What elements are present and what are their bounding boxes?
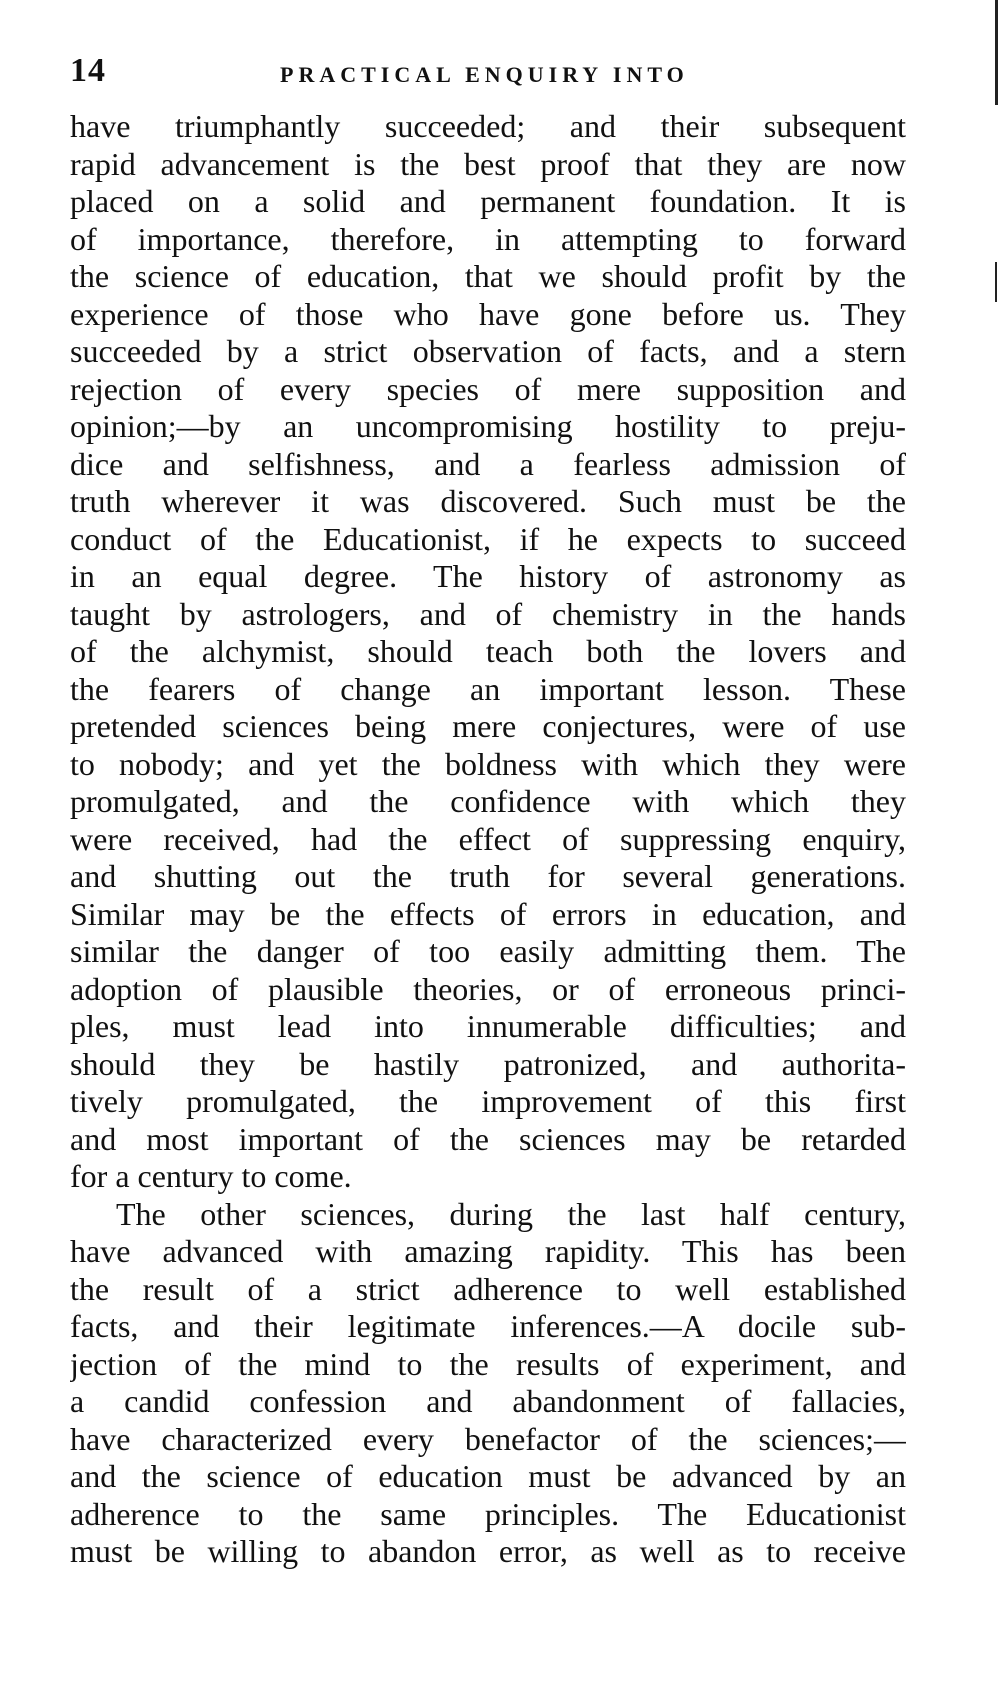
text-line: jection of the mind to the results of experiment, and	[70, 1345, 906, 1382]
page-header	[70, 52, 900, 104]
page-edge-mark	[995, 0, 998, 105]
text-line: pretended sciences being mere conjectures, were of use	[70, 708, 906, 744]
paragraph-1	[70, 108, 906, 1196]
text-line: should they be hastily patronized, and authorita-	[70, 1045, 906, 1082]
text-line: have characterized every benefactor of the sciences;—	[70, 1420, 906, 1457]
text-line: and most important of the sciences may be retarded	[70, 1120, 906, 1157]
text-line: truth wherever it was discovered. Such must be the	[70, 483, 906, 519]
text-line: the science of education, that we should profit by the	[70, 258, 906, 294]
text-line: the result of a strict adherence to well established	[70, 1270, 906, 1307]
text-line: rejection of every species of mere supposition and	[70, 370, 906, 407]
running-title: PRACTICAL ENQUIRY INTO	[280, 62, 689, 87]
text-line: experience of those who have gone before us. They	[70, 295, 906, 332]
text-line: ples, must lead into innumerable difficulties; and	[70, 1008, 906, 1044]
text-line-last: for a century to come.	[70, 1158, 352, 1194]
text-line: of importance, therefore, in attempting to forward	[70, 220, 906, 257]
paragraph-2	[70, 1196, 906, 1571]
text-line: the fearers of change an important lesson. These	[70, 670, 906, 707]
text-line: taught by astrologers, and of chemistry in the hands	[70, 595, 906, 632]
text-line: were received, had the effect of suppressing enquiry,	[70, 820, 906, 857]
text-line: similar the danger of too easily admitting them. The	[70, 933, 906, 969]
page-number: 14	[70, 52, 106, 89]
text-line-indent: The other sciences, during the last half century,	[116, 1195, 906, 1232]
text-line: Similar may be the effects of errors in education, and	[70, 895, 906, 932]
text-line: and the science of education must be advanced by an	[70, 1458, 906, 1494]
text-line: facts, and their legitimate inferences.—A docile sub-	[70, 1308, 906, 1344]
text-line: placed on a solid and permanent foundation. It is	[70, 183, 906, 219]
text-line: have triumphantly succeeded; and their subsequent	[70, 108, 906, 144]
page-edge-mark-small	[995, 262, 997, 302]
text-line: opinion;—by an uncompromising hostility to preju-	[70, 408, 906, 444]
text-line: must be willing to abandon error, as well as to receive	[70, 1533, 906, 1569]
text-line: succeeded by a strict observation of facts, and a stern	[70, 333, 906, 369]
text-line: adoption of plausible theories, or of erroneous princi-	[70, 970, 906, 1007]
text-line: have advanced with amazing rapidity. This has been	[70, 1233, 906, 1269]
text-line: tively promulgated, the improvement of this first	[70, 1083, 906, 1119]
text-line: promulgated, and the confidence with which they	[70, 783, 906, 819]
text-line: to nobody; and yet the boldness with which they were	[70, 745, 906, 782]
text-line: in an equal degree. The history of astronomy as	[70, 558, 906, 594]
text-line: a candid confession and abandonment of fallacies,	[70, 1383, 906, 1419]
text-line: of the alchymist, should teach both the lovers and	[70, 633, 906, 669]
text-line: adherence to the same principles. The Educationist	[70, 1495, 906, 1532]
text-line: and shutting out the truth for several generations.	[70, 858, 906, 894]
text-line: dice and selfishness, and a fearless admission of	[70, 445, 906, 482]
text-line: conduct of the Educationist, if he expects to succeed	[70, 520, 906, 557]
body-text	[70, 108, 906, 1571]
text-line: rapid advancement is the best proof that they are now	[70, 145, 906, 182]
